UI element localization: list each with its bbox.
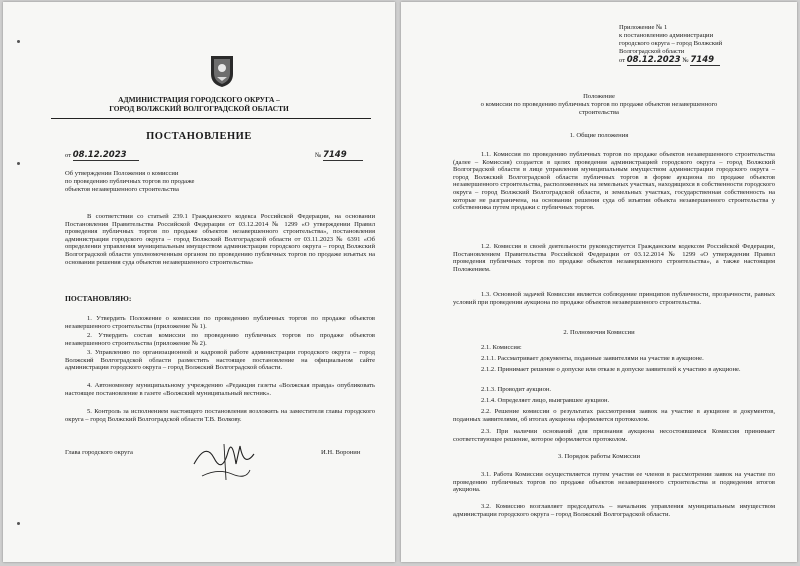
signer-title: Глава городского округа <box>65 449 133 456</box>
punch-hole <box>17 162 20 165</box>
annex-paragraph: 1.1. Комиссия по проведению публичных торгов по продаже объектов незавершенного строительства (далее – Комиссия) создается в целях проведения администрацией городского округа – город Волжский Волгоградской области в лице управления муниципальным имуществом администрации городского округа – город Волжский Волгоградской области публичных торгов в форме аукциона по продаже объектов незавершенного строительства, расположенных на земельных участках, находящихся в собственности городского округа – город Волжский Волгоградской области, и земельных участках, государственная собственность на которые не разграничена, на основании решения суда об изъятии объекта незавершенного строительства у собственника путем продажи с публичных торгов. <box>453 151 775 212</box>
decree-item: 1. Утвердить Положение о комиссии по проведению публичных торгов по продаже объектов незавершенного строительства (приложение № 1). <box>65 315 375 330</box>
annex-date-prefix: от <box>619 57 626 64</box>
annex-header-line: к постановлению администрации <box>619 32 714 39</box>
annex-paragraph: 2.3. При наличии оснований для признания аукциона несостоявшимся Комиссия принимает соответствующее решение, которое оформляется протоколом. <box>453 428 775 443</box>
annex-paragraph: 2.1.2. Принимает решение о допуске или отказе в допуске заявителей к участию в аукционе. <box>481 366 741 373</box>
annex-paragraph: 3.1. Работа Комиссии осуществляется путем участия ее членов в рассмотрении заявок на участие по проведению публичных торгов по продаже объектов незавершенного строительства и подведения итогов аукциона. <box>453 471 775 494</box>
signer-name: И.Н. Воронин <box>321 449 361 456</box>
decree-item: 2. Утвердить состав комиссии по проведению публичных торгов по продаже объектов незавершенного строительства (приложение № 2). <box>65 332 375 347</box>
decree-item: 4. Автономному муниципальному учреждению «Редакция газеты «Волжская правда» опубликовать настоящее постановление в газете «Волжский муниципальный вестник». <box>65 382 375 397</box>
annex-handwritten-number: 7149 <box>690 57 720 66</box>
annex-page <box>401 2 797 562</box>
annex-title: строительства <box>579 109 619 116</box>
document-type-title: ПОСТАНОВЛЕНИЕ <box>146 131 252 142</box>
admin-name-line1: АДМИНИСТРАЦИЯ ГОРОДСКОГО ОКРУГА – <box>118 95 280 104</box>
annex-handwritten-date: 08.12.2023 <box>626 55 681 65</box>
decree-page <box>3 2 395 562</box>
annex-paragraph: 2.1. Комиссия: <box>481 344 522 351</box>
annex-title: Положение <box>583 93 615 100</box>
handwritten-number: 7149 <box>323 152 363 161</box>
section-title: 1. Общие положения <box>569 132 629 139</box>
handwritten-signature-icon <box>188 434 258 484</box>
subject-line: объектов незавершенного строительства <box>65 186 179 193</box>
punch-hole <box>17 522 20 525</box>
handwritten-date: 08.12.2023 <box>73 152 139 161</box>
section-title: 2. Полномочия Комиссии <box>563 329 635 336</box>
annex-paragraph: 2.2. Решение комиссии о результатах рассмотрения заявок на участие в аукционе и документов, поданных заявителями, об итогах аукциона оформляется протоколом. <box>453 408 775 423</box>
admin-name-line2: ГОРОД ВОЛЖСКИЙ ВОЛГОГРАДСКОЙ ОБЛАСТИ <box>109 104 289 113</box>
annex-date-line <box>619 57 720 66</box>
annex-number-sign: № <box>682 57 689 64</box>
annex-paragraph: 1.3. Основной задачей Комиссии является соблюдение принципов публичности, прозрачности, равных условий при проведении аукциона по продаже объектов незавершенного строительства. <box>453 291 775 306</box>
subject-line: Об утверждении Положения о комиссии <box>65 170 179 177</box>
header-rule <box>51 118 371 119</box>
annex-header-line: Волгоградской области <box>619 48 685 55</box>
subject-line: по проведению публичных торгов по продаже <box>65 178 195 185</box>
annex-paragraph: 2.1.4. Определяет лицо, выигравшее аукцион. <box>481 397 610 404</box>
preamble-paragraph: В соответствии со статьей 239.1 Гражданского кодекса Российской Федерации, на основании Постановления Правительства Российской Федерации от 03.12.2014 № 1299 «О утверждении Правил проведения публичных торгов по продаже объектов незавершенного строительства», постановления администрации городского округа – город Волжский Волгоградской области от 03.11.2023 № 6391 «Об определении управления муниципальным имуществом администрации городского округа – город Волжский Волгоградской области уполномоченным органом по проведению публичных торгов по продаже изъятых на основании решения суда объектов незавершенного строительства» <box>65 213 375 266</box>
annex-header-line: городского округа – город Волжский <box>619 40 723 47</box>
annex-paragraph: 2.1.1. Рассматривает документы, поданные заявителями на участие в аукционе. <box>481 355 704 362</box>
number-line <box>315 152 363 161</box>
section-title: 3. Порядок работы Комиссии <box>557 453 641 460</box>
date-line <box>65 152 139 161</box>
annex-header-line: Приложение № 1 <box>619 24 668 31</box>
annex-paragraph: 2.1.3. Проводит аукцион. <box>481 386 552 393</box>
resolve-heading: ПОСТАНОВЛЯЮ: <box>65 294 132 303</box>
decree-item: 3. Управлению по организационной и кадровой работе администрации городского округа – город Волжский Волгоградской области разместить настоящее постановление на официальном сайте администрации городского округа – город Волжский Волгоградской области. <box>65 349 375 372</box>
annex-title: о комиссии по проведению публичных торгов по продаже объектов незавершенного <box>480 101 718 108</box>
annex-paragraph: 1.2. Комиссия в своей деятельности руководствуется Гражданским кодексом Российской Федерации, Постановлением Правительства Российской Федерации от 03.12.2014 № 1299 «О утверждении Правил проведения публичных торгов по продаже объектов незавершенного строительства», а также настоящим Положением. <box>453 243 775 273</box>
decree-item: 5. Контроль за исполнением настоящего постановления возложить на заместителя главы городского округа – город Волжский Волгоградской области Т.В. Волкову. <box>65 408 375 423</box>
annex-paragraph: 3.2. Комиссию возглавляет председатель – начальник управления муниципальным имуществом администрации городского округа – город Волжский Волгоградской области. <box>453 503 775 518</box>
date-prefix: от <box>65 152 72 159</box>
number-sign: № <box>315 152 322 159</box>
coat-of-arms-icon <box>209 54 235 88</box>
punch-hole <box>17 40 20 43</box>
